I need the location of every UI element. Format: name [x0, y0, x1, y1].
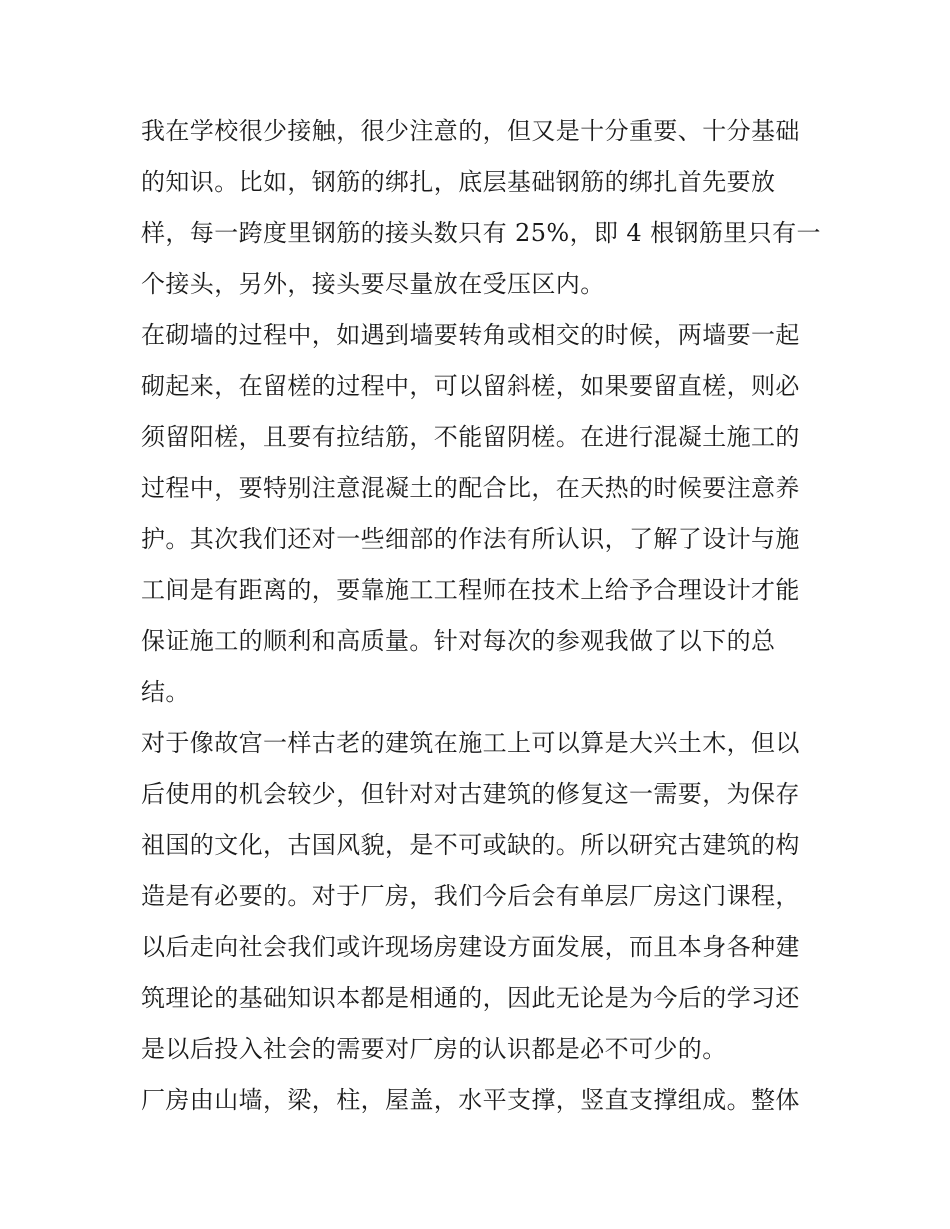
text-line: 是以后投入社会的需要对厂房的认识都是必不可少的。 [141, 1035, 727, 1063]
text-line: 结。 [141, 678, 190, 706]
text-line: 过程中，要特别注意混凝土的配合比，在天热的时候要注意养 [141, 474, 800, 502]
text-line: 在砌墙的过程中，如遇到墙要转角或相交的时候，两墙要一起 [141, 321, 800, 349]
text-line: 样，每一跨度里钢筋的接头数只有 25%，即 4 根钢筋里只有一 [141, 219, 821, 247]
text-line: 祖国的文化，古国风貌，是不可或缺的。所以研究古建筑的构 [141, 831, 800, 859]
text-line: 厂房由山墙，梁，柱，屋盖，水平支撑，竖直支撑组成。整体 [141, 1086, 800, 1114]
text-line: 的知识。比如，钢筋的绑扎，底层基础钢筋的绑扎首先要放 [141, 168, 776, 196]
text-line: 造是有必要的。对于厂房，我们今后会有单层厂房这门课程， [141, 882, 800, 910]
text-line: 保证施工的顺利和高质量。针对每次的参观我做了以下的总 [141, 627, 776, 655]
text-line: 个接头，另外，接头要尽量放在受压区内。 [141, 270, 605, 298]
text-line: 护。其次我们还对一些细部的作法有所认识，了解了设计与施 [141, 525, 800, 553]
text-line: 工间是有距离的，要靠施工工程师在技术上给予合理设计才能 [141, 576, 800, 604]
text-line: 后使用的机会较少，但针对对古建筑的修复这一需要，为保存 [141, 780, 800, 808]
body-text [141, 106, 821, 1126]
text-line: 砌起来，在留槎的过程中，可以留斜槎，如果要留直槎，则必 [141, 372, 800, 400]
text-line: 以后走向社会我们或许现场房建设方面发展，而且本身各种建 [141, 933, 800, 961]
text-line: 对于像故宫一样古老的建筑在施工上可以算是大兴土木，但以 [141, 729, 800, 757]
text-line: 我在学校很少接触，很少注意的，但又是十分重要、十分基础 [141, 117, 800, 145]
text-line: 筑理论的基础知识本都是相通的，因此无论是为今后的学习还 [141, 984, 800, 1012]
text-line: 须留阳槎，且要有拉结筋，不能留阴槎。在进行混凝土施工的 [141, 423, 800, 451]
